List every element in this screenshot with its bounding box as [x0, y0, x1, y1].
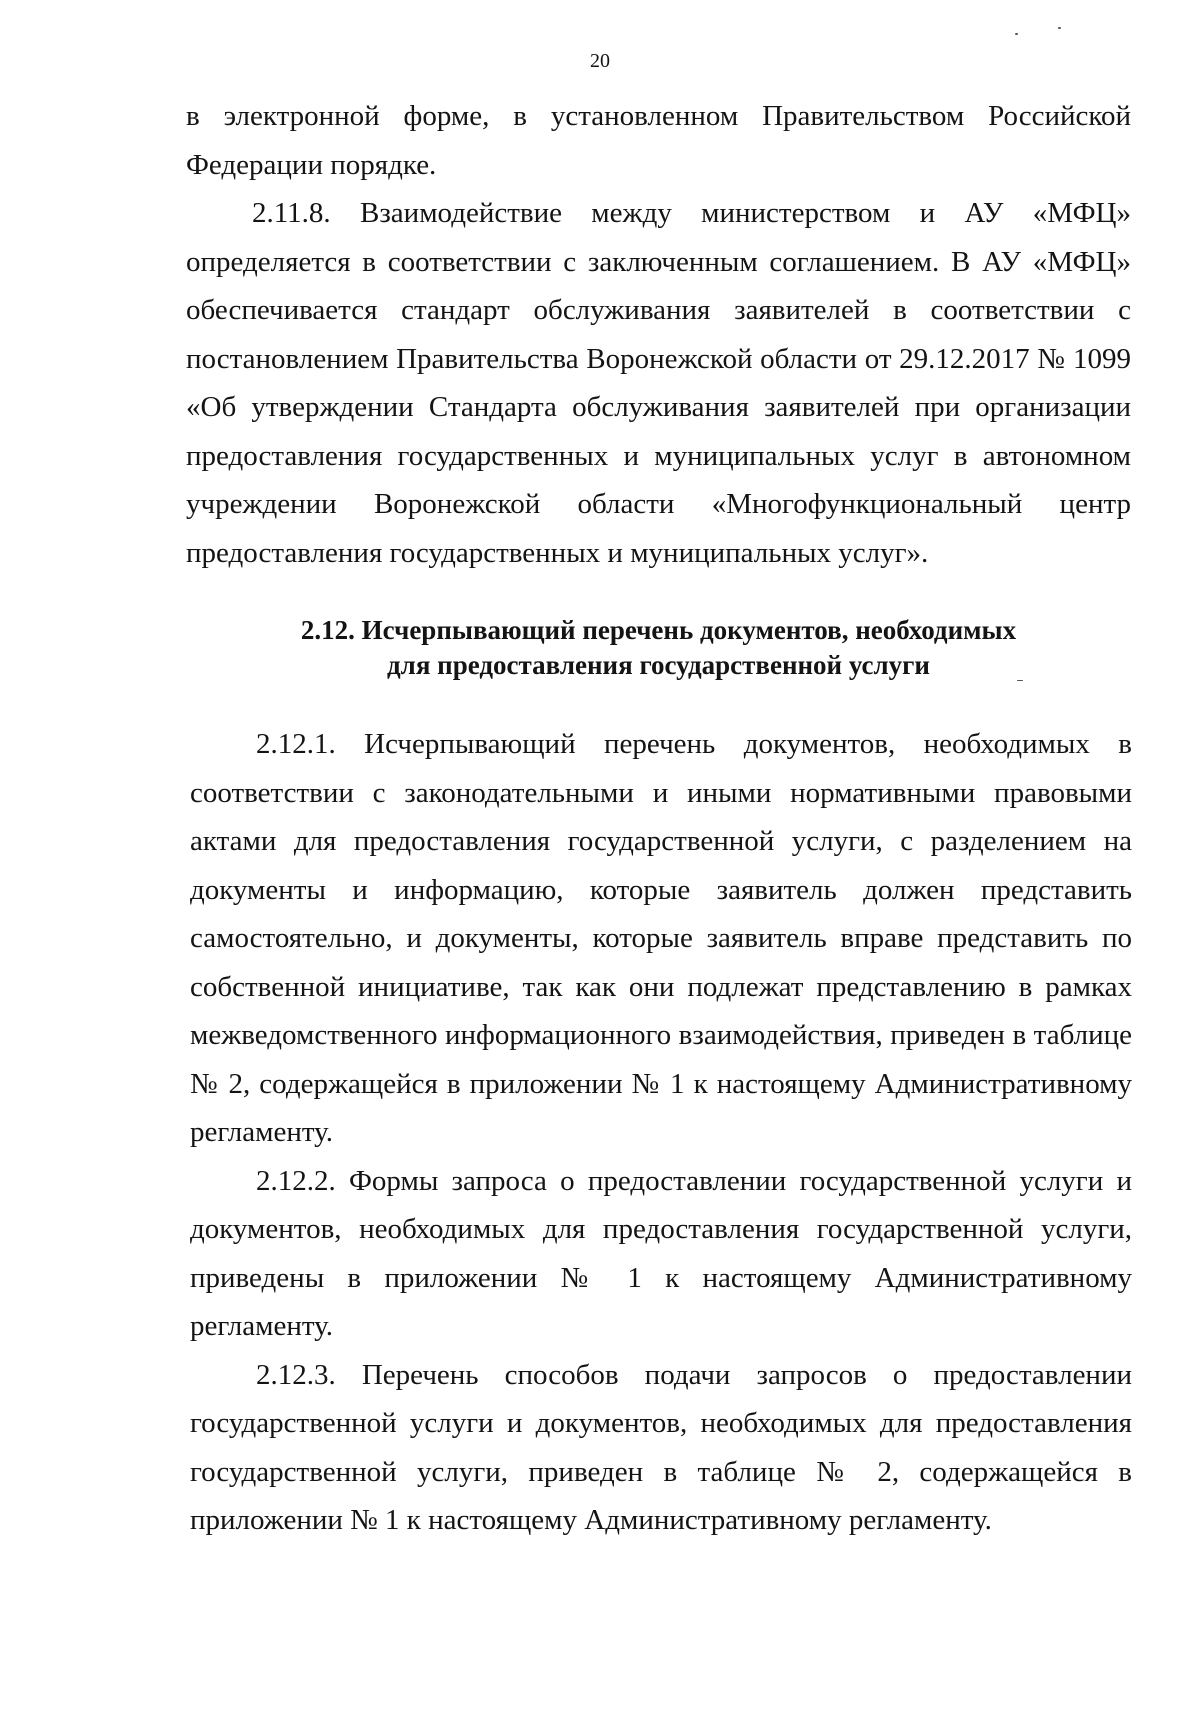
page-number: 20: [590, 50, 610, 72]
scan-artifact: [1058, 27, 1061, 29]
section-heading-2-12: [186, 613, 1131, 683]
paragraph-2-12-1: 2.12.1. Исчерпывающий перечень документов, необходимых в соответствии с законодательными и иными нормативными правовыми актами для предоставления государственной услуги, с разделением на документы и информацию, которые заявитель должен представить самостоятельно, и документы, которые заявитель вправе представить по собственной инициативе, так как они подлежат представлению в рамках межведомственного информационного взаимодействия, приведен в таблице № 2, содержащейся в приложении № 1 к настоящему Административному регламенту.: [190, 728, 1132, 1148]
heading-line-1: 2.12. Исчерпывающий перечень документов, необходимых: [300, 615, 1017, 645]
body-text-bottom: [190, 720, 1132, 1545]
paragraph-2-12-2: 2.12.2. Формы запроса о предоставлении государственной услуги и документов, необходимых для предоставления государственной услуги, приведены в приложении № 1 к настоящему Административному регламенту.: [190, 1164, 1132, 1342]
body-text-top: [186, 92, 1131, 577]
scan-artifact: [1015, 33, 1018, 35]
paragraph-continuation: в электронной форме, в установленном Правительством Российской Федерации порядке.: [186, 100, 1131, 181]
heading-line-2: для предоставления государственной услуги: [387, 650, 930, 680]
paragraph-2-12-3: 2.12.3. Перечень способов подачи запросов о предоставлении государственной услуги и документов, необходимых для предоставления государственной услуги, приведен в таблице № 2, содержащейся в приложении № 1 к настоящему Административному регламенту.: [190, 1358, 1132, 1536]
paragraph-2-11-8: 2.11.8. Взаимодействие между министерством и АУ «МФЦ» определяется в соответствии с заключенным соглашением. В АУ «МФЦ» обеспечивается стандарт обслуживания заявителей в соответствии с постановлением Правительства Воронежской области от 29.12.2017 № 1099 «Об утверждении Стандарта обслуживания заявителей при организации предоставления государственных и муниципальных услуг в автономном учреждении Воронежской области «Многофункциональный центр предоставления государственных и муниципальных услуг».: [186, 197, 1131, 569]
